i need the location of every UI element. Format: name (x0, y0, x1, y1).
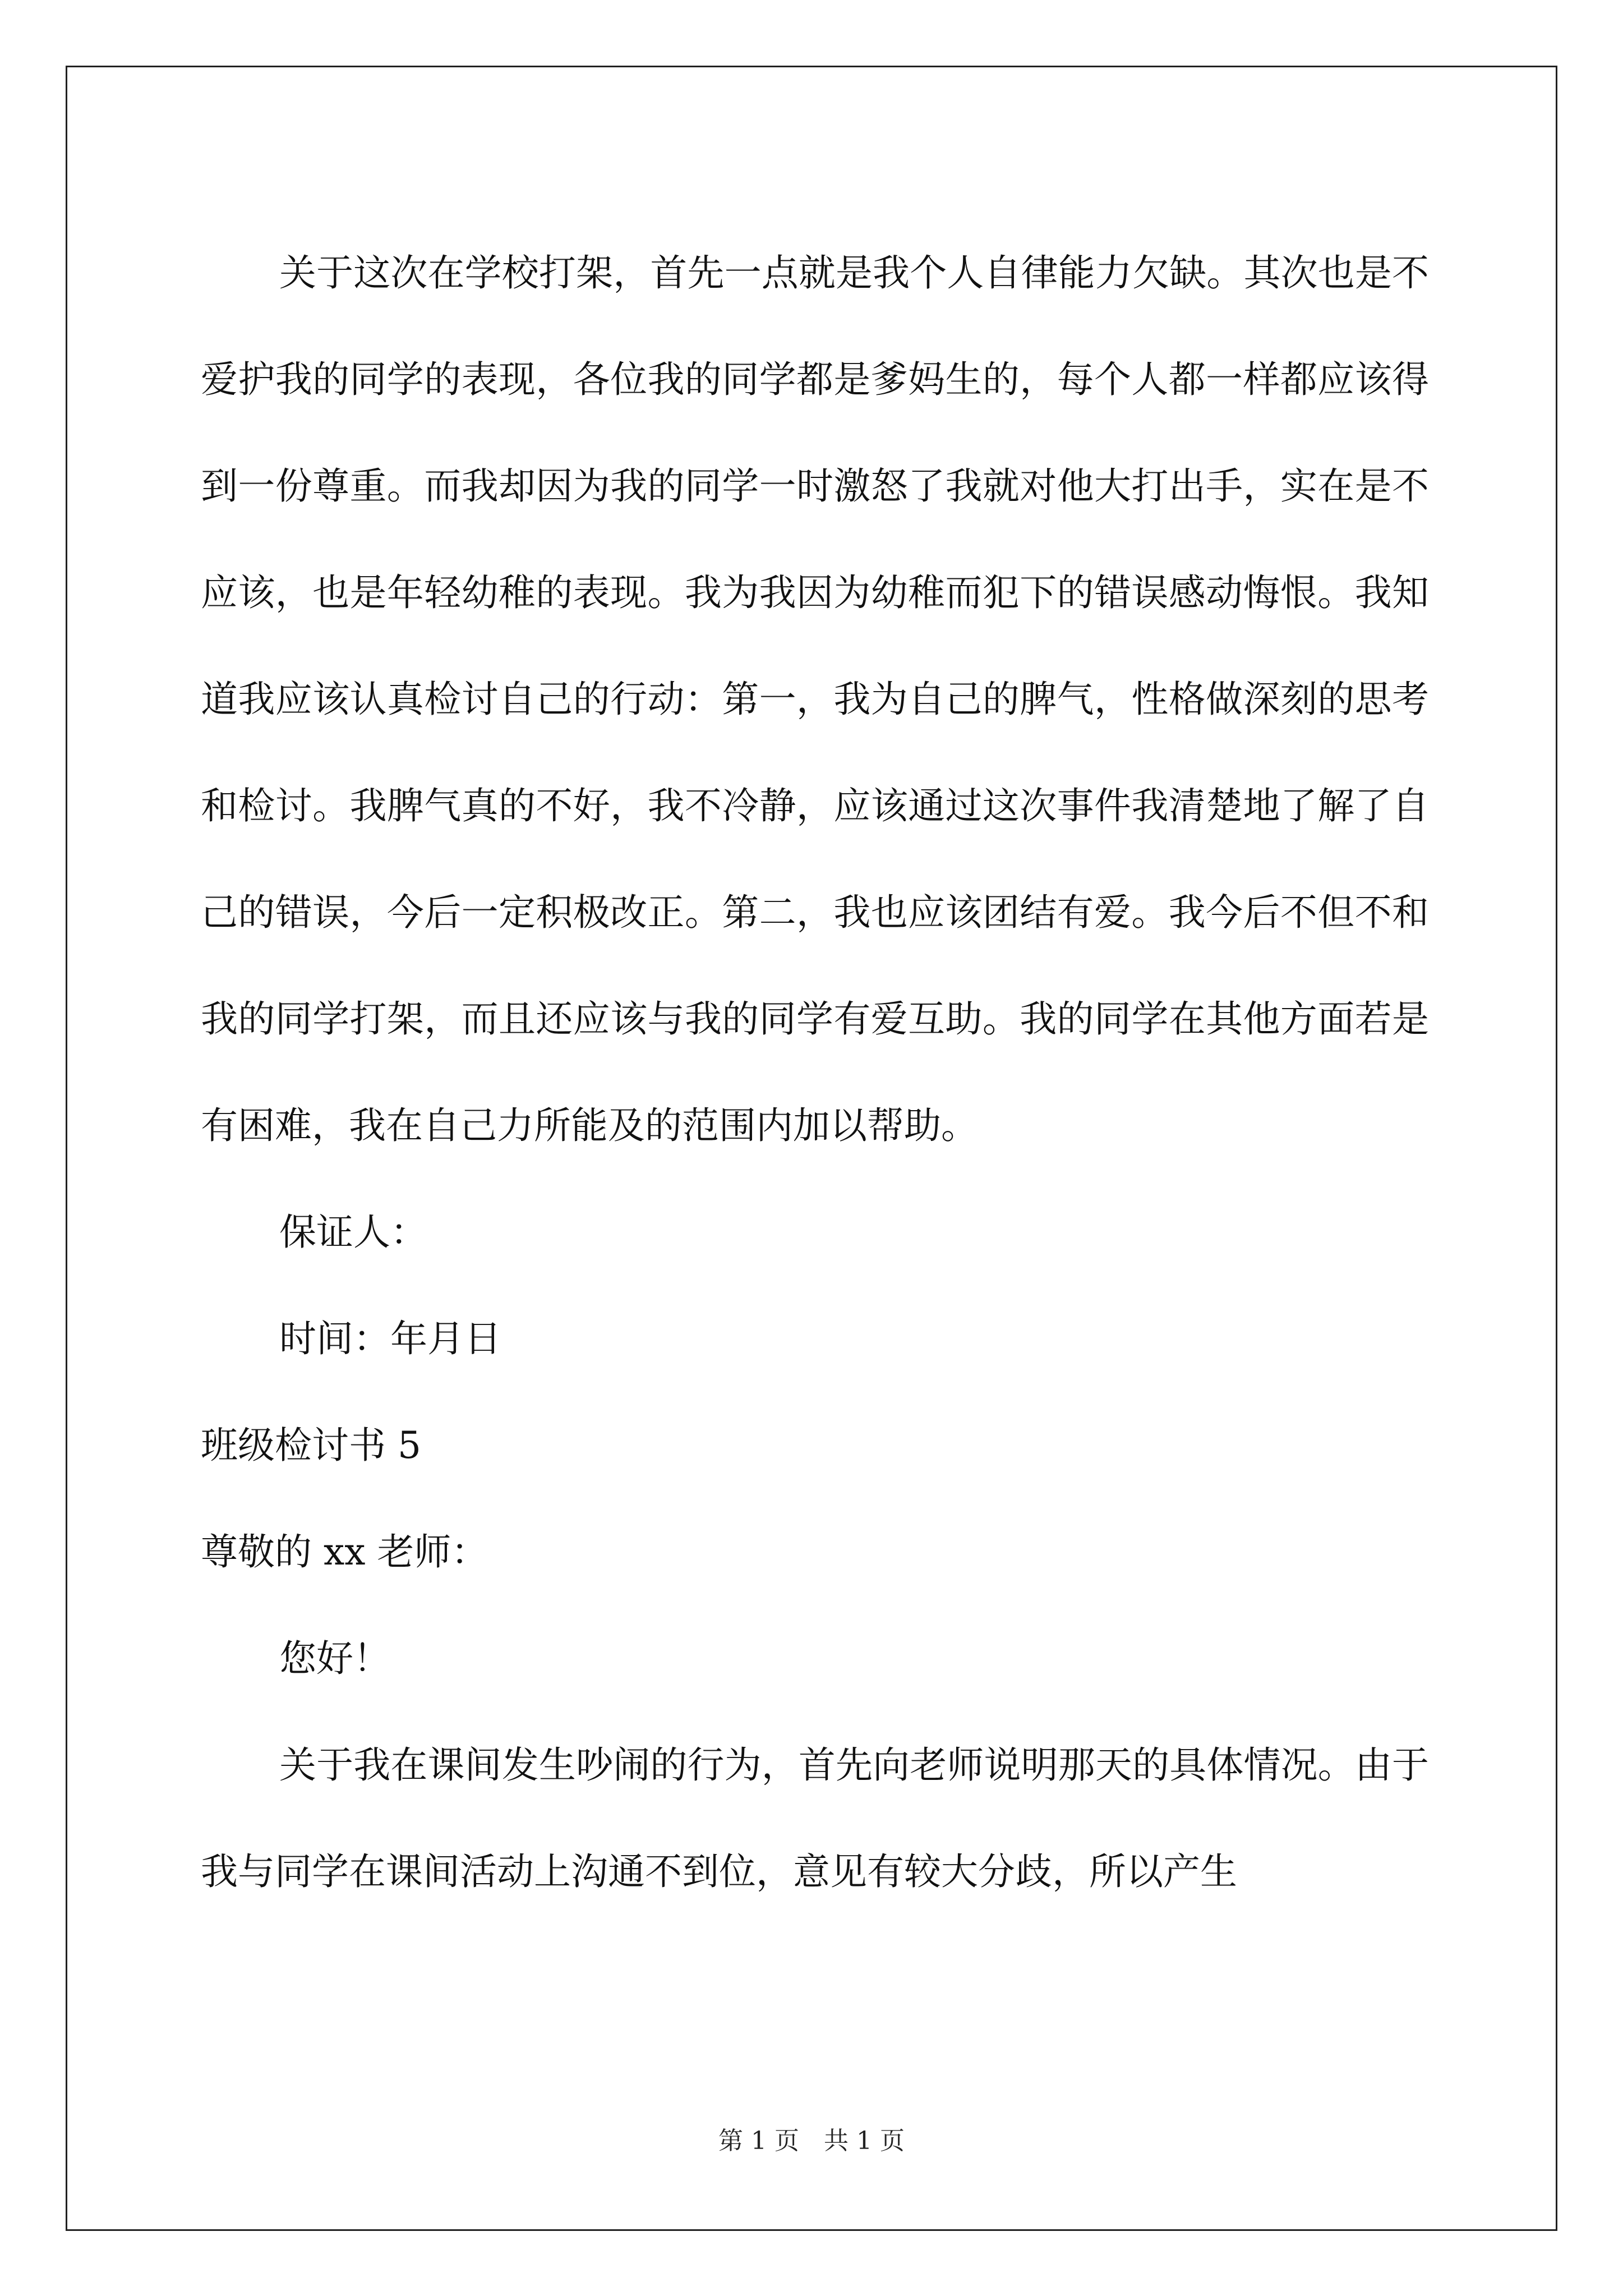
salutation: 尊敬的 xx 老师： (201, 1530, 488, 1573)
body-paragraph: 关于我在课间发生吵闹的行为，首先向老师说明那天的具体情况。由于我与同学在课间活动上沟通不到位，意见有较大分歧，所以产生 (201, 1743, 1429, 1893)
body-paragraph: 关于这次在学校打架，首先一点就是我个人自律能力欠缺。其次也是不爱护我的同学的表现，各位我的同学都是爹妈生的，每个人都一样都应该得到一份尊重。而我却因为我的同学一时激怒了我就对他大打出手，实在是不应该，也是年轻幼稚的表现。我为我因为幼稚而犯下的错误感动悔恨。我知道我应该认真检讨自己的行动：第一，我为自己的脾气，性格做深刻的思考和检讨。我脾气真的不好，我不冷静，应该通过这次事件我清楚地了解了自己的错误，今后一定积极改正。第二，我也应该团结有爱。我今后不但不和我的同学打架，而且还应该与我的同学有爱互助。我的同学在其他方面若是有困难，我在自己力所能及的范围内加以帮助。 (201, 251, 1429, 1147)
greeting: 您好！ (279, 1637, 390, 1680)
guarantor-line: 保证人： (279, 1211, 427, 1254)
page-footer: 第 1 页 共 1 页 (718, 2127, 905, 2155)
date-line: 时间：年月日 (279, 1317, 501, 1360)
section-title: 班级检讨书 5 (201, 1424, 421, 1467)
document-body (201, 220, 1429, 1925)
